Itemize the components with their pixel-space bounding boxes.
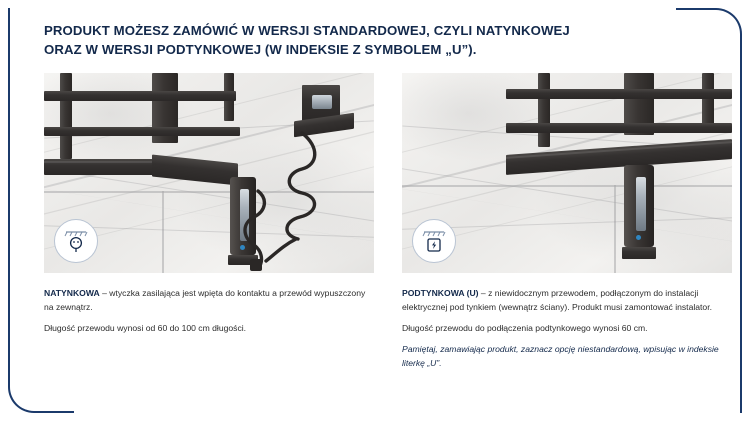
photo-surface-mounted <box>44 73 374 273</box>
variant-column-concealed <box>402 73 732 371</box>
page-title-line-1: PRODUKT MOŻESZ ZAMÓWIĆ W WERSJI STANDARDOWEJ, CZYLI NATYNKOWEJ <box>44 23 570 38</box>
caption-note: Pamiętaj, zamawiając produkt, zaznacz opcję niestandardową, wpisując w indeksie literkę „U”. <box>402 344 719 369</box>
wall-hidden-wiring-icon <box>421 228 447 254</box>
radiator-horizontal-rail <box>506 123 732 133</box>
radiator-vertical-bar <box>538 73 550 147</box>
radiator-vertical-bar <box>702 73 714 125</box>
caption-concealed <box>402 287 732 371</box>
caption-paragraph-length: Długość przewodu wynosi od 60 do 100 cm długości. <box>44 323 247 334</box>
frame-edge-left <box>8 8 10 365</box>
caption-surface-mounted <box>44 287 374 336</box>
variant-term: PODTYNKOWA (U) <box>402 288 479 299</box>
variant-column-surface-mounted <box>44 73 374 371</box>
page-title-line-2: ORAZ W WERSJI PODTYNKOWEJ (W INDEKSIE Z SYMBOLEM „U”). <box>44 41 477 57</box>
page-title <box>44 22 706 59</box>
controller-display <box>636 177 646 231</box>
content-area <box>44 22 719 405</box>
caption-paragraph-main <box>402 287 732 315</box>
photo-concealed <box>402 73 732 273</box>
caption-paragraph-length: Długość przewodu do podłączenia podtynkowego wynosi 60 cm. <box>402 323 648 334</box>
controller-base <box>622 247 656 259</box>
variant-columns <box>44 73 719 371</box>
tile-joint-horizontal <box>402 185 732 187</box>
caption-paragraph-main <box>44 287 374 315</box>
wall-socket-plug-icon <box>63 228 89 254</box>
variant-description: – z niewidocznym przewodem, podłączonym do instalacji elektrycznej pod tynkiem (wewnątrz ściany). Produkt musi zamontować instalator. <box>402 288 712 313</box>
cord-plug <box>250 259 262 271</box>
variant-term: NATYNKOWA <box>44 288 100 299</box>
variant-description: – wtyczka zasilająca jest wpięta do kontaktu a przewód wypuszczony na zewnątrz. <box>44 288 366 313</box>
frame-edge-right <box>740 56 742 413</box>
radiator-horizontal-rail <box>506 89 732 99</box>
tile-joint-vertical <box>614 185 616 273</box>
